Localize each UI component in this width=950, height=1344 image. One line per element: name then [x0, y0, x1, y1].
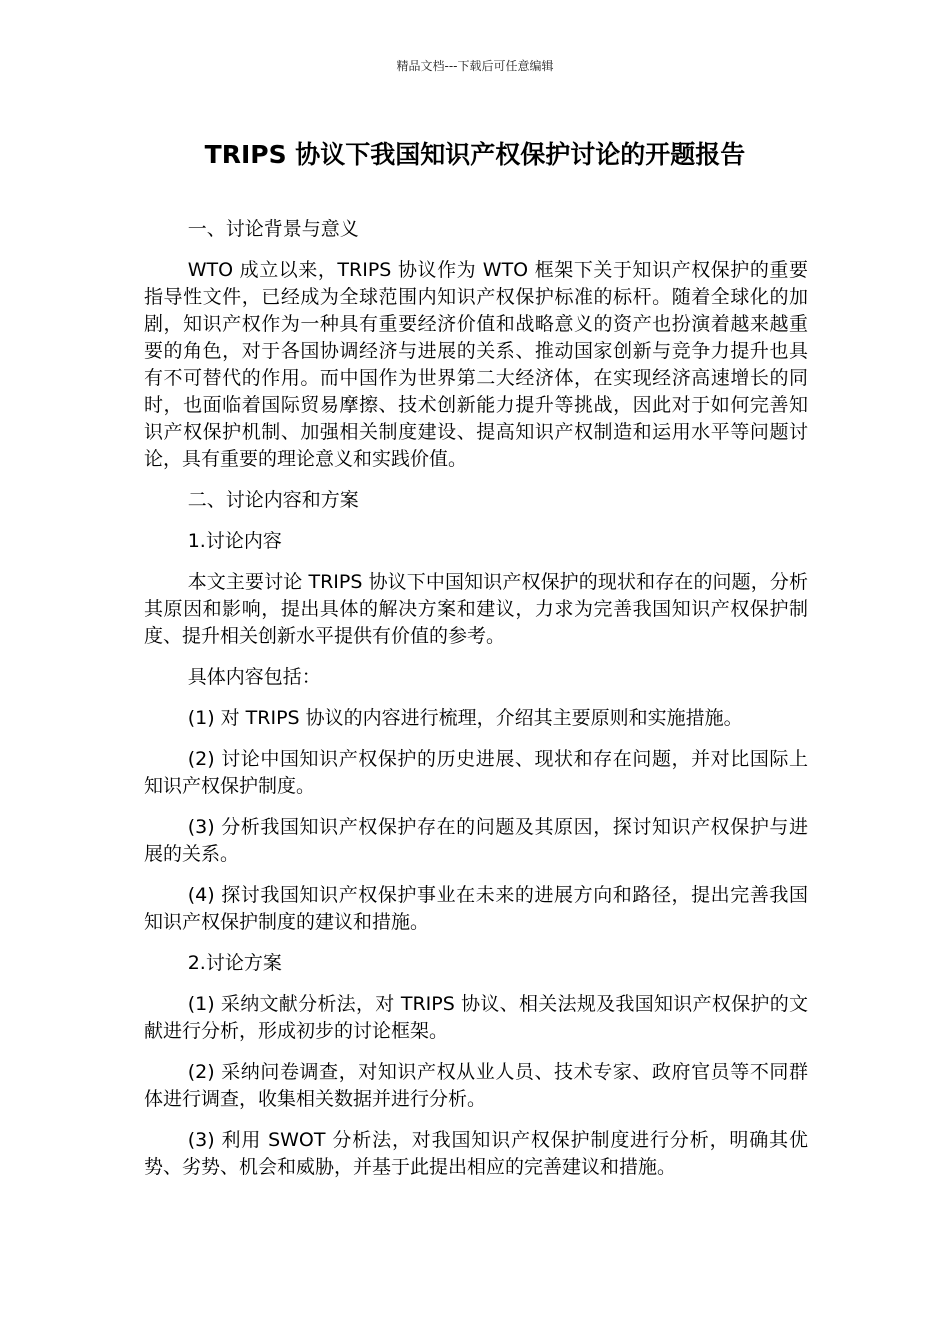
list-item: (4) 探讨我国知识产权保护事业在未来的进展方向和路径，提出完善我国知识产权保护制度的建议和措施。: [144, 884, 808, 933]
list-item: (3) 利用 SWOT 分析法，对我国知识产权保护制度进行分析，明确其优势、劣势、机会和威胁，并基于此提出相应的完善建议和措施。: [144, 1129, 808, 1178]
list-item: (1) 采纳文献分析法，对 TRIPS 协议、相关法规及我国知识产权保护的文献进行分析，形成初步的讨论框架。: [144, 993, 808, 1042]
section-heading-background: 一、讨论背景与意义: [187, 218, 359, 240]
list-item: (2) 讨论中国知识产权保护的历史进展、现状和存在问题，并对比国际上知识产权保护制度。: [144, 748, 808, 797]
paragraph-content-summary: 本文主要讨论 TRIPS 协议下中国知识产权保护的现状和存在的问题，分析其原因和影响，提出具体的解决方案和建议，力求为完善我国知识产权保护制度、提升相关创新水平提供有价值的参考。: [144, 571, 808, 647]
paragraph-background: WTO 成立以来，TRIPS 协议作为 WTO 框架下关于知识产权保护的重要指导性文件，已经成为全球范围内知识产权保护标准的标杆。随着全球化的加剧，知识产权作为一种具有重要经济价值和战略意义的资产也扮演着越来越重要的角色，对于各国协调经济与进展的关系、推动国家创新与竞争力提升也具有不可替代的作用。而中国作为世界第二大经济体，在实现经济高速增长的同时，也面临着国际贸易摩擦、技术创新能力提升等挑战，因此对于如何完善知识产权保护机制、加强相关制度建设、提高知识产权制造和运用水平等问题讨论，具有重要的理论意义和实践价值。: [144, 259, 808, 470]
subheading-content: 1.讨论内容: [187, 530, 282, 552]
list-item: (2) 采纳问卷调查，对知识产权从业人员、技术专家、政府官员等不同群体进行调查，收集相关数据并进行分析。: [144, 1061, 808, 1110]
document-title: TRIPS 协议下我国知识产权保护讨论的开题报告: [204, 140, 746, 169]
list-item: (3) 分析我国知识产权保护存在的问题及其原因，探讨知识产权保护与进展的关系。: [144, 816, 808, 865]
header-watermark: 精品文档---下载后可任意编辑: [396, 59, 554, 73]
document-body: [144, 216, 808, 1195]
list-item: (1) 对 TRIPS 协议的内容进行梳理，介绍其主要原则和实施措施。: [187, 707, 743, 729]
paragraph-content-intro: 具体内容包括：: [187, 666, 321, 688]
section-heading-content-plan: 二、讨论内容和方案: [187, 489, 359, 511]
subheading-plan: 2.讨论方案: [187, 952, 282, 974]
